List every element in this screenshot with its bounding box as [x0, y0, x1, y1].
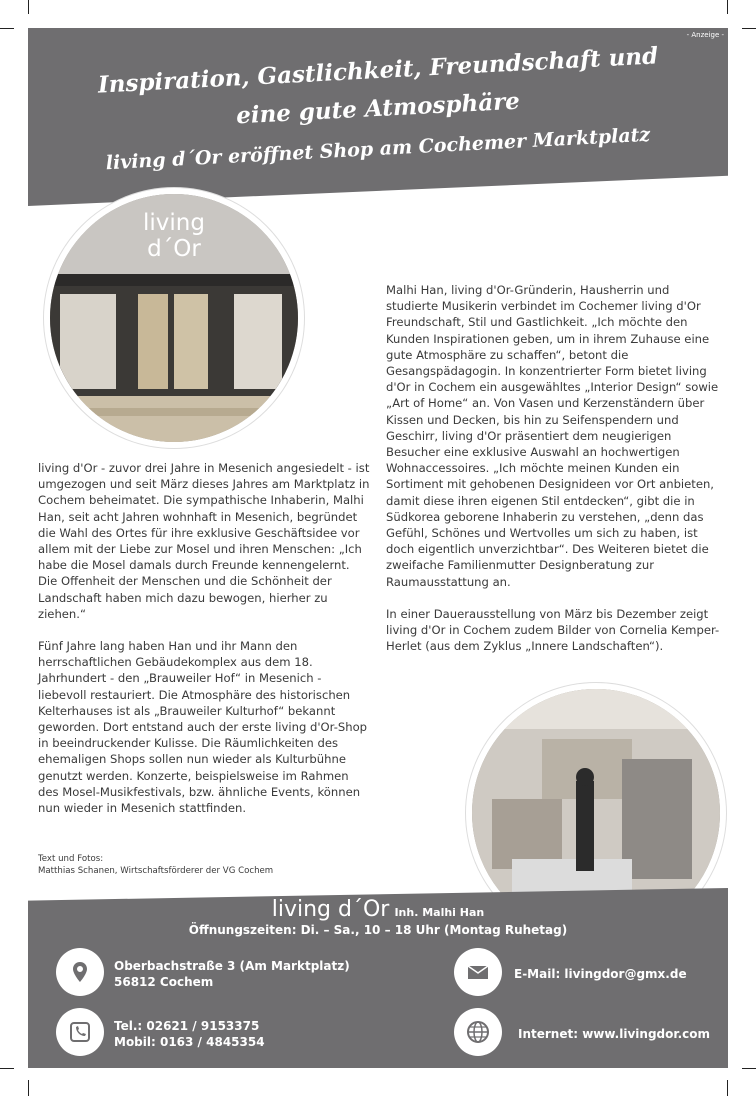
brand-name: living d´Or: [271, 897, 390, 922]
headline-line-1: Inspiration, Gastlichkeit, Freundschaft und: [97, 42, 659, 99]
crop-mark: [742, 28, 756, 29]
store-sign: [50, 210, 298, 262]
email[interactable]: E-Mail: livingdor@gmx.de: [514, 967, 687, 981]
paragraph: living d'Or - zuvor drei Jahre in Mesenich angesiedelt - ist umgezogen und seit März dieses Jahres am Marktplatz in Cochem beheimatet. Die sympathische Inhaberin, Malhi Han, seit acht Jahren wohnhaft in Mesenich, begründet die Wahl des Ortes für ihre exklusive Geschäftsidee vor allem mit der Liebe zur Mosel und ihren Menschen: „Ich habe die Mosel damals durch Freunde kennengelernt. Die Offenheit der Menschen und die Schönheit der Landschaft haben mich dazu bewogen, hierher zu ziehen.“: [38, 461, 370, 621]
storefront-photo: [44, 188, 304, 448]
right-column: [386, 282, 720, 670]
crop-mark: [742, 1068, 756, 1069]
crop-mark: [727, 1080, 728, 1096]
address-line-1: Oberbachstraße 3 (Am Marktplatz): [114, 959, 350, 973]
paragraph: In einer Dauerausstellung von März bis Dezember zeigt living d'Or in Cochem zudem Bilder von Cornelia Kemper-Herlet (aus dem Zyklus „Innere Landschaften“).: [386, 606, 720, 654]
credit-author: Matthias Schanen, Wirtschaftsförderer der VG Cochem: [38, 866, 274, 876]
location-pin-icon: [56, 948, 104, 996]
left-column: [38, 460, 370, 832]
crop-mark: [28, 0, 29, 14]
phone-numbers: [114, 1018, 265, 1050]
brand-owner: Inh. Malhi Han: [394, 906, 485, 919]
crop-mark: [727, 0, 728, 14]
mobile[interactable]: Mobil: 0163 / 4845354: [114, 1035, 265, 1049]
credit-label: Text und Fotos:: [38, 854, 104, 864]
paragraph: Malhi Han, living d'Or-Gründerin, Hausherrin und studierte Musikerin verbindet im Cochemer living d'Or Freundschaft, Stil und Gastlichkeit. „Ich möchte den Kunden Inspirationen geben, um in ihrem Zuhause eine gute Atmosphäre zu schaffen“, betont die Gesangspädagogin. In konzentrierter Form bietet living d'Or in Cochem ein ausgewähltes „Interior Design“ sowie „Art of Home“ an. Von Vasen und Kerzenständern über Kissen und Decken, bis hin zu Seifenspendern und Geschirr, living d'Or präsentiert dem neugierigen Besucher eine exklusive Auswahl an hochwertigen Wohnaccessoires. „Ich möchte meinen Kunden ein Sortiment mit gehobenen Designideen vor Ort anbieten, damit diese ihren eigenen Stil entdecken“, gibt die in Südkorea geborene Inhaberin zu verstehen, „denn das Gefühl, Schönes und Wertvolles um sich zu haben, ist doch eigentlich unverzichtbar“. Des Weiteren bietet die zweifache Familienmutter Designberatung zur Raumausstattung an.: [386, 283, 719, 589]
globe-icon: [454, 1008, 502, 1056]
address: [114, 958, 350, 990]
mail-icon: [454, 948, 502, 996]
store-sign-line-2: d´Or: [147, 236, 201, 262]
phone[interactable]: Tel.: 02621 / 9153375: [114, 1019, 260, 1033]
opening-hours: Öffnungszeiten: Di. – Sa., 10 – 18 Uhr (Montag Ruhetag): [188, 923, 568, 937]
headline-subtitle: living d´Or eröffnet Shop am Cochemer Marktplatz: [105, 123, 651, 175]
phone-icon: [56, 1008, 104, 1056]
crop-mark: [0, 1068, 14, 1069]
headline-line-2: eine gute Atmosphäre: [235, 87, 521, 130]
paragraph: Fünf Jahre lang haben Han und ihr Mann den herrschaftlichen Gebäudekomplex aus dem 18. Jahrhundert - den „Brauweiler Hof“ in Mesenich - liebevoll restauriert. Die Atmosphäre des historischen Kelterhauses ist als „Brauweiler Kulturhof“ bekannt geworden. Dort entstand auch der erste living d'Or-Shop in beeindruckender Kulisse. Die Räumlichkeiten des ehemaligen Shops sollen nun wieder als Kulturbühne genutzt werden. Konzerte, beispielsweise im Rahmen des Mosel-Musikfestivals, bzw. ähnliche Events, können nun wieder in Mesenich stattfinden.: [38, 639, 368, 816]
ad-label: - Anzeige -: [686, 31, 724, 39]
crop-mark: [28, 1080, 29, 1096]
store-sign-line-1: living: [143, 210, 205, 236]
photo-credit: [38, 853, 368, 877]
address-line-2: 56812 Cochem: [114, 975, 214, 989]
website[interactable]: Internet: www.livingdor.com: [518, 1027, 710, 1041]
crop-mark: [0, 28, 14, 29]
footer-brand: [0, 897, 756, 922]
